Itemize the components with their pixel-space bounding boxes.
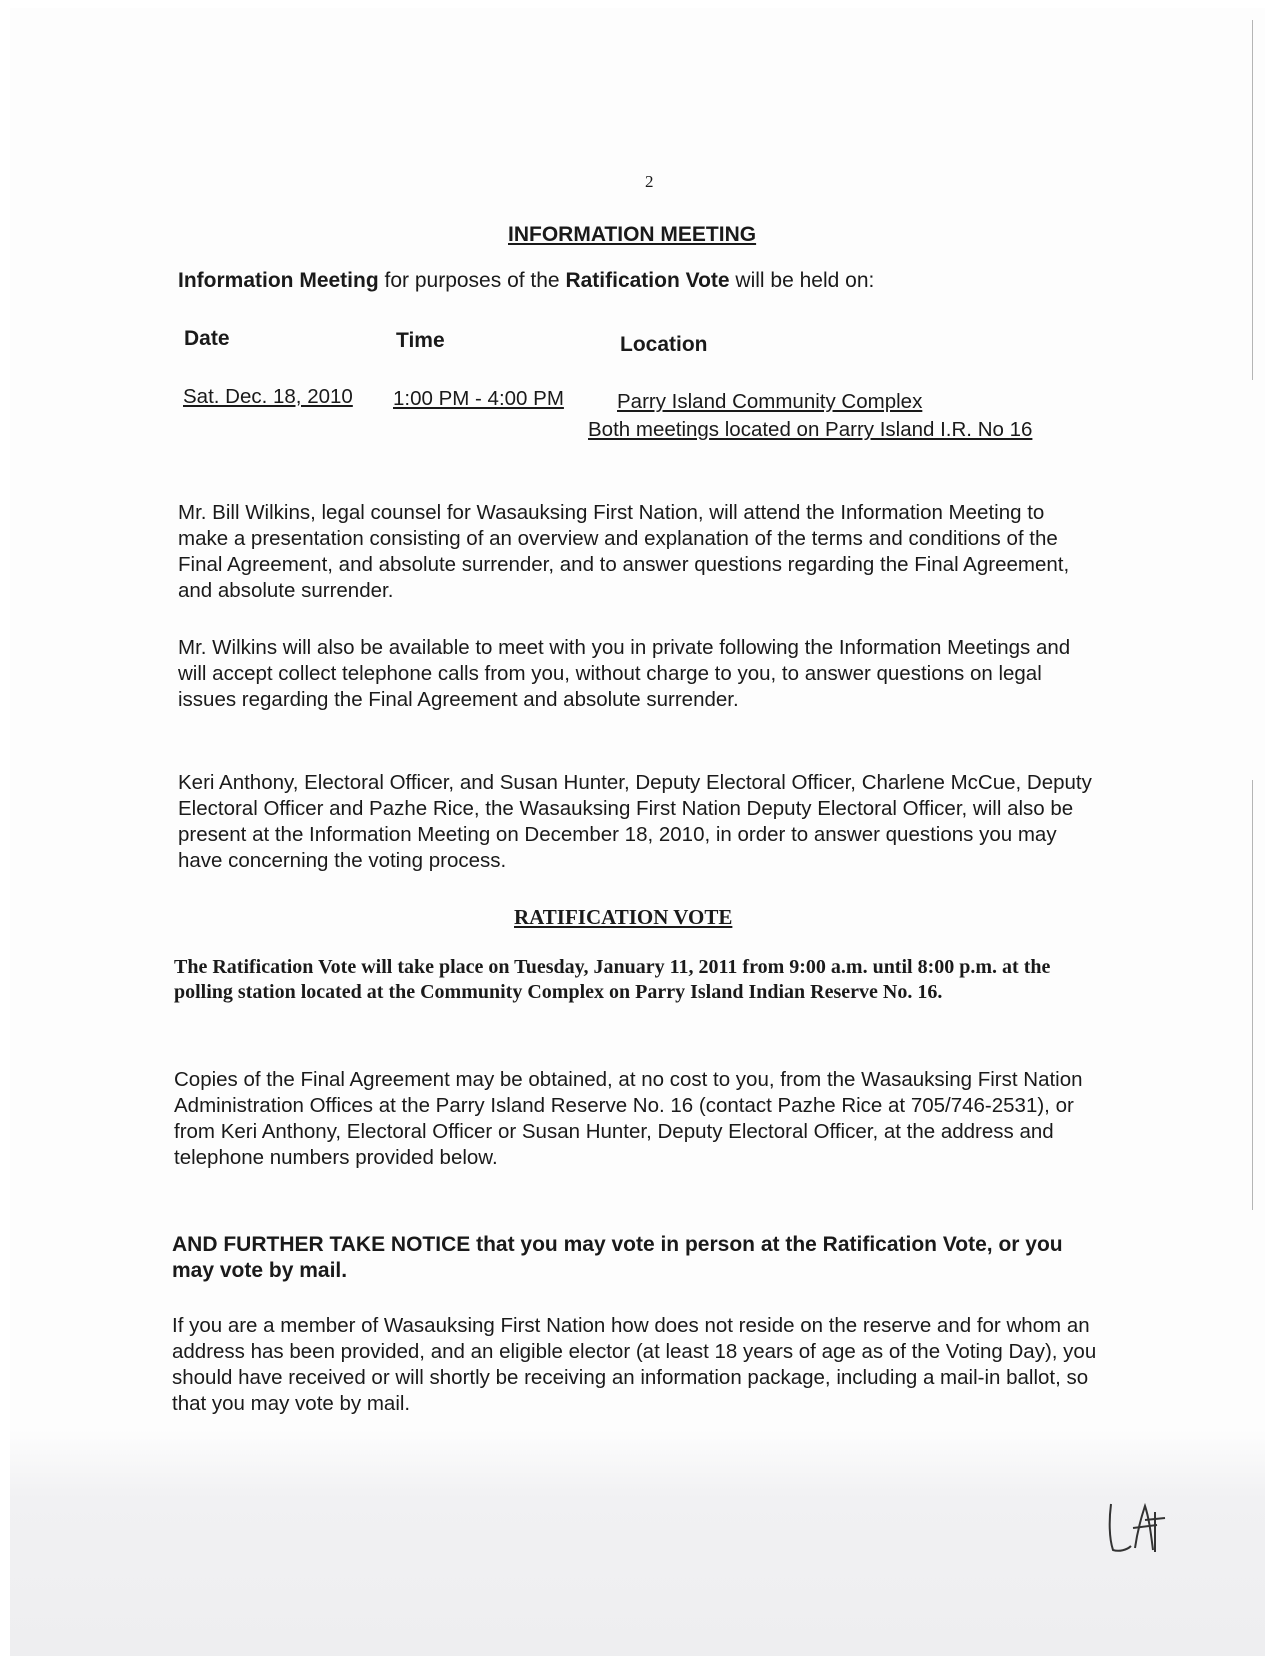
ratification-vote-heading: RATIFICATION VOTE: [514, 905, 733, 929]
paragraph-private-meeting: Mr. Wilkins will also be available to meet with you in private following the Information Meetings and will accept collect telephone calls from you, without charge to you, to answer questions on legal issues regarding the Final Agreement and absolute surrender.: [178, 636, 1071, 711]
column-time-header: Time: [396, 329, 445, 352]
meeting-date: Sat. Dec. 18, 2010: [183, 385, 353, 408]
intro-text-end: will be held on:: [729, 269, 875, 292]
paragraph-legal-counsel: Mr. Bill Wilkins, legal counsel for Wasauksing First Nation, will attend the Information Meeting to make a presentation consisting of an overview and explanation of the terms and conditions of the Final Agreement, and absolute surrender, and to answer questions regarding the Final Agreement, and absolute surrender.: [178, 501, 1070, 602]
column-date-header: Date: [184, 327, 230, 350]
handwritten-initials: [1105, 1498, 1167, 1556]
meeting-location: Parry Island Community Complex: [617, 390, 923, 413]
page-number: 2: [645, 172, 654, 191]
meeting-location-note: Both meetings located on Parry Island I.R. No 16: [588, 418, 1033, 441]
meeting-time: 1:00 PM - 4:00 PM: [393, 387, 564, 410]
ratification-vote-details: The Ratification Vote will take place on Tuesday, January 11, 2011 from 9:00 a.m. until 8:00 p.m. at the polling station located at the Community Complex on Parry Island Indian Reserve No. 16.: [174, 956, 1051, 1003]
column-location-header: Location: [620, 333, 708, 356]
paragraph-copies: Copies of the Final Agreement may be obtained, at no cost to you, from the Wasauksing First Nation Administration Offices at the Parry Island Reserve No. 16 (contact Pazhe Rice at 705/746-2531), or from Keri Anthony, Electoral Officer or Susan Hunter, Deputy Electoral Officer, at the address and telephone numbers provided below.: [174, 1068, 1083, 1169]
intro-bold-ratification-vote: Ratification Vote: [565, 269, 730, 292]
further-notice: AND FURTHER TAKE NOTICE that you may vote in person at the Ratification Vote, or you may vote by mail.: [172, 1233, 1063, 1282]
information-meeting-heading: INFORMATION MEETING: [508, 223, 757, 246]
scan-edge-line: [1252, 780, 1253, 1210]
paragraph-mail-vote: If you are a member of Wasauksing First Nation how does not reside on the reserve and for whom an address has been provided, and an eligible elector (at least 18 years of age as of the Voting Day), you should have received or will shortly be receiving an information package, including a mail-in ballot, so that you may vote by mail.: [172, 1314, 1097, 1415]
intro-bold-information-meeting: Information Meeting: [178, 269, 379, 292]
paragraph-electoral-officers: Keri Anthony, Electoral Officer, and Susan Hunter, Deputy Electoral Officer, Charlene McCue, Deputy Electoral Officer and Pazhe Rice, the Wasauksing First Nation Deputy Electoral Officer, will also be present at the Information Meeting on December 18, 2010, in order to answer questions you may have concerning the voting process.: [178, 771, 1092, 872]
intro-text: for purposes of the: [378, 269, 566, 292]
scan-shadow: [10, 1430, 1265, 1656]
information-meeting-intro: [178, 268, 1098, 294]
scan-edge-line: [1252, 20, 1253, 380]
